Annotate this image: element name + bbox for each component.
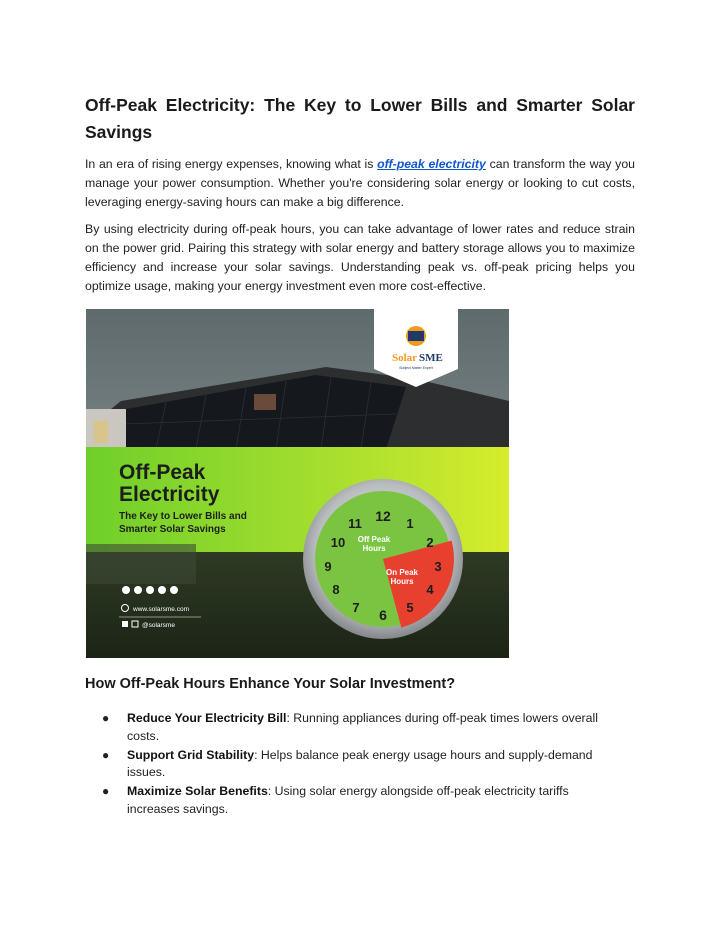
facebook-small-icon [122, 621, 128, 627]
benefits-paragraph: By using electricity during off-peak hours, you can take advantage of lower rates and reduce strain on the power grid. Pairing this strategy with solar energy and battery storage allows you to maximize efficiency and increase your solar savings. Understanding peak vs. off-peak pricing helps you optimize usage, making your energy investment even more cost-effective. [85, 222, 635, 293]
clock-num-1: 1 [406, 516, 414, 531]
benefits-list [85, 710, 615, 820]
on-peak-label-2: Hours [390, 577, 414, 586]
banner-social-handle: @solarsme [142, 622, 175, 629]
banner-headline-1: Off-Peak [119, 461, 206, 484]
logo-tagline: Subject Matter Expert [399, 366, 433, 370]
youtube-icon [146, 586, 154, 594]
banner-subline-1: The Key to Lower Bills and [119, 511, 247, 522]
page-title: Off-Peak Electricity: The Key to Lower Bills and Smarter Solar Savings [85, 95, 635, 142]
list-item [85, 710, 615, 745]
off-peak-label-1: Off Peak [357, 535, 391, 544]
clock-num-12: 12 [375, 508, 391, 524]
clock-num-10: 10 [330, 535, 346, 550]
facebook-icon [122, 586, 130, 594]
clock-num-11: 11 [348, 516, 362, 531]
section-heading: How Off-Peak Hours Enhance Your Solar Investment? [85, 676, 456, 692]
on-peak-label-1: On Peak [385, 568, 419, 577]
intro-paragraph [85, 155, 635, 212]
bullet-text: : Using solar energy alongside off-peak electricity tariffs increases savings. [127, 784, 569, 816]
clock-num-6: 6 [379, 607, 387, 623]
bullet-text: : Running appliances during off-peak times lowers overall costs. [127, 711, 598, 743]
clock-num-4: 4 [426, 582, 434, 597]
bullet-text: : Helps balance peak energy usage hours and supply-demand issues. [127, 747, 593, 779]
banner-headline-2: Electricity [119, 483, 220, 506]
logo-brand-sme: SME [419, 352, 443, 364]
off-peak-electricity-link[interactable]: off-peak electricity [377, 157, 486, 171]
bullet-bold: Maximize Solar Benefits [127, 784, 268, 798]
clock-num-7: 7 [352, 600, 360, 615]
instagram-icon [170, 586, 178, 594]
intro-text-end: can transform the way you manage your power consumption. Whether you're considering solar energy or looking to cut costs, leveraging energy-saving hours can make a big difference. [85, 157, 635, 209]
bullet-icon: ● [102, 784, 110, 798]
bullet-bold: Reduce Your Electricity Bill [127, 711, 287, 725]
bullet-icon: ● [102, 747, 110, 762]
banner-website: www.solarsme.com [133, 606, 189, 613]
off-peak-label-2: Hours [362, 544, 386, 553]
bullet-icon: ● [102, 711, 110, 725]
list-item [85, 783, 615, 818]
chimney [254, 394, 276, 410]
clock-num-5: 5 [406, 600, 414, 615]
twitter-icon [158, 586, 166, 594]
off-peak-banner-image [86, 309, 509, 658]
clock-num-3: 3 [434, 559, 442, 574]
clock-num-9: 9 [324, 559, 332, 574]
logo-brand-solar: Solar [392, 352, 418, 364]
intro-text-start: In an era of rising energy expenses, knowing what is [85, 157, 378, 171]
bullet-bold: Support Grid Stability [127, 747, 255, 762]
linkedin-icon [134, 586, 142, 594]
clock-num-8: 8 [332, 582, 340, 597]
banner-subline-2: Smarter Solar Savings [119, 524, 226, 535]
list-item [85, 747, 615, 782]
clock-num-2: 2 [426, 535, 434, 550]
